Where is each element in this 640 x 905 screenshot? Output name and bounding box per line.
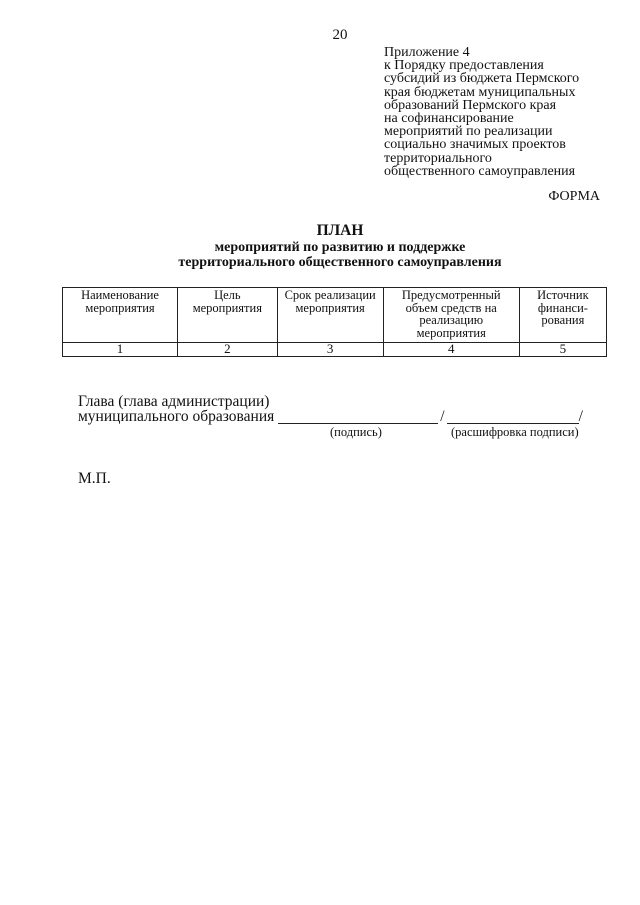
appendix-line: субсидий из бюджета Пермского — [384, 71, 580, 87]
column-number: 1 — [63, 343, 178, 357]
signature-decoding-hint: (расшифровка подписи) — [451, 425, 579, 439]
separator-slash: / — [440, 408, 445, 425]
signer-title-line2-row — [78, 409, 583, 424]
subtitle-line: мероприятий по развитию и поддержке — [214, 240, 466, 255]
column-number: 2 — [178, 343, 278, 357]
appendix-line: социально значимых проектов — [384, 137, 566, 153]
header-funding-source: Источник финанси-рования — [519, 288, 606, 343]
table-header-row — [63, 288, 607, 343]
appendix-line: к Порядку предоставления — [384, 58, 544, 74]
header-funds-amount: Предусмотренный объем средств на реализацию мероприятия — [383, 288, 519, 343]
stamp-place-label: М.П. — [78, 470, 111, 487]
appendix-line: на софинансирование — [384, 111, 514, 127]
column-number: 3 — [277, 343, 383, 357]
document-subtitle — [0, 241, 640, 270]
header-activity-term: Срок реализации мероприятия — [277, 288, 383, 343]
signature-hint: (подпись) — [330, 425, 382, 439]
signer-title-line2: муниципального образования — [78, 408, 275, 425]
document-title: ПЛАН — [316, 222, 364, 239]
end-slash: / — [578, 408, 583, 425]
header-activity-name: Наименование мероприятия — [63, 288, 178, 343]
page-number: 20 — [332, 27, 348, 43]
appendix-reference — [384, 46, 634, 178]
appendix-line: мероприятий по реализации — [384, 124, 553, 140]
column-number: 5 — [519, 343, 606, 357]
form-label: ФОРМА — [548, 189, 600, 204]
signature-decoding-field[interactable] — [447, 409, 579, 424]
header-activity-goal: Цель мероприятия — [178, 288, 278, 343]
signer-title-line1: Глава (глава администрации) — [78, 393, 270, 410]
appendix-line: территориального — [384, 150, 492, 166]
signature-field[interactable] — [278, 409, 438, 424]
subtitle-line: территориального общественного самоуправления — [178, 254, 502, 270]
appendix-line: края бюджетам муниципальных — [384, 84, 576, 100]
plan-table — [62, 287, 607, 357]
appendix-line: образований Пермского края — [384, 97, 557, 113]
signature-block — [78, 394, 583, 424]
table-number-row — [63, 343, 607, 357]
appendix-line: общественного самоуправления — [384, 163, 576, 179]
appendix-line: Приложение 4 — [384, 45, 470, 60]
column-number: 4 — [383, 343, 519, 357]
